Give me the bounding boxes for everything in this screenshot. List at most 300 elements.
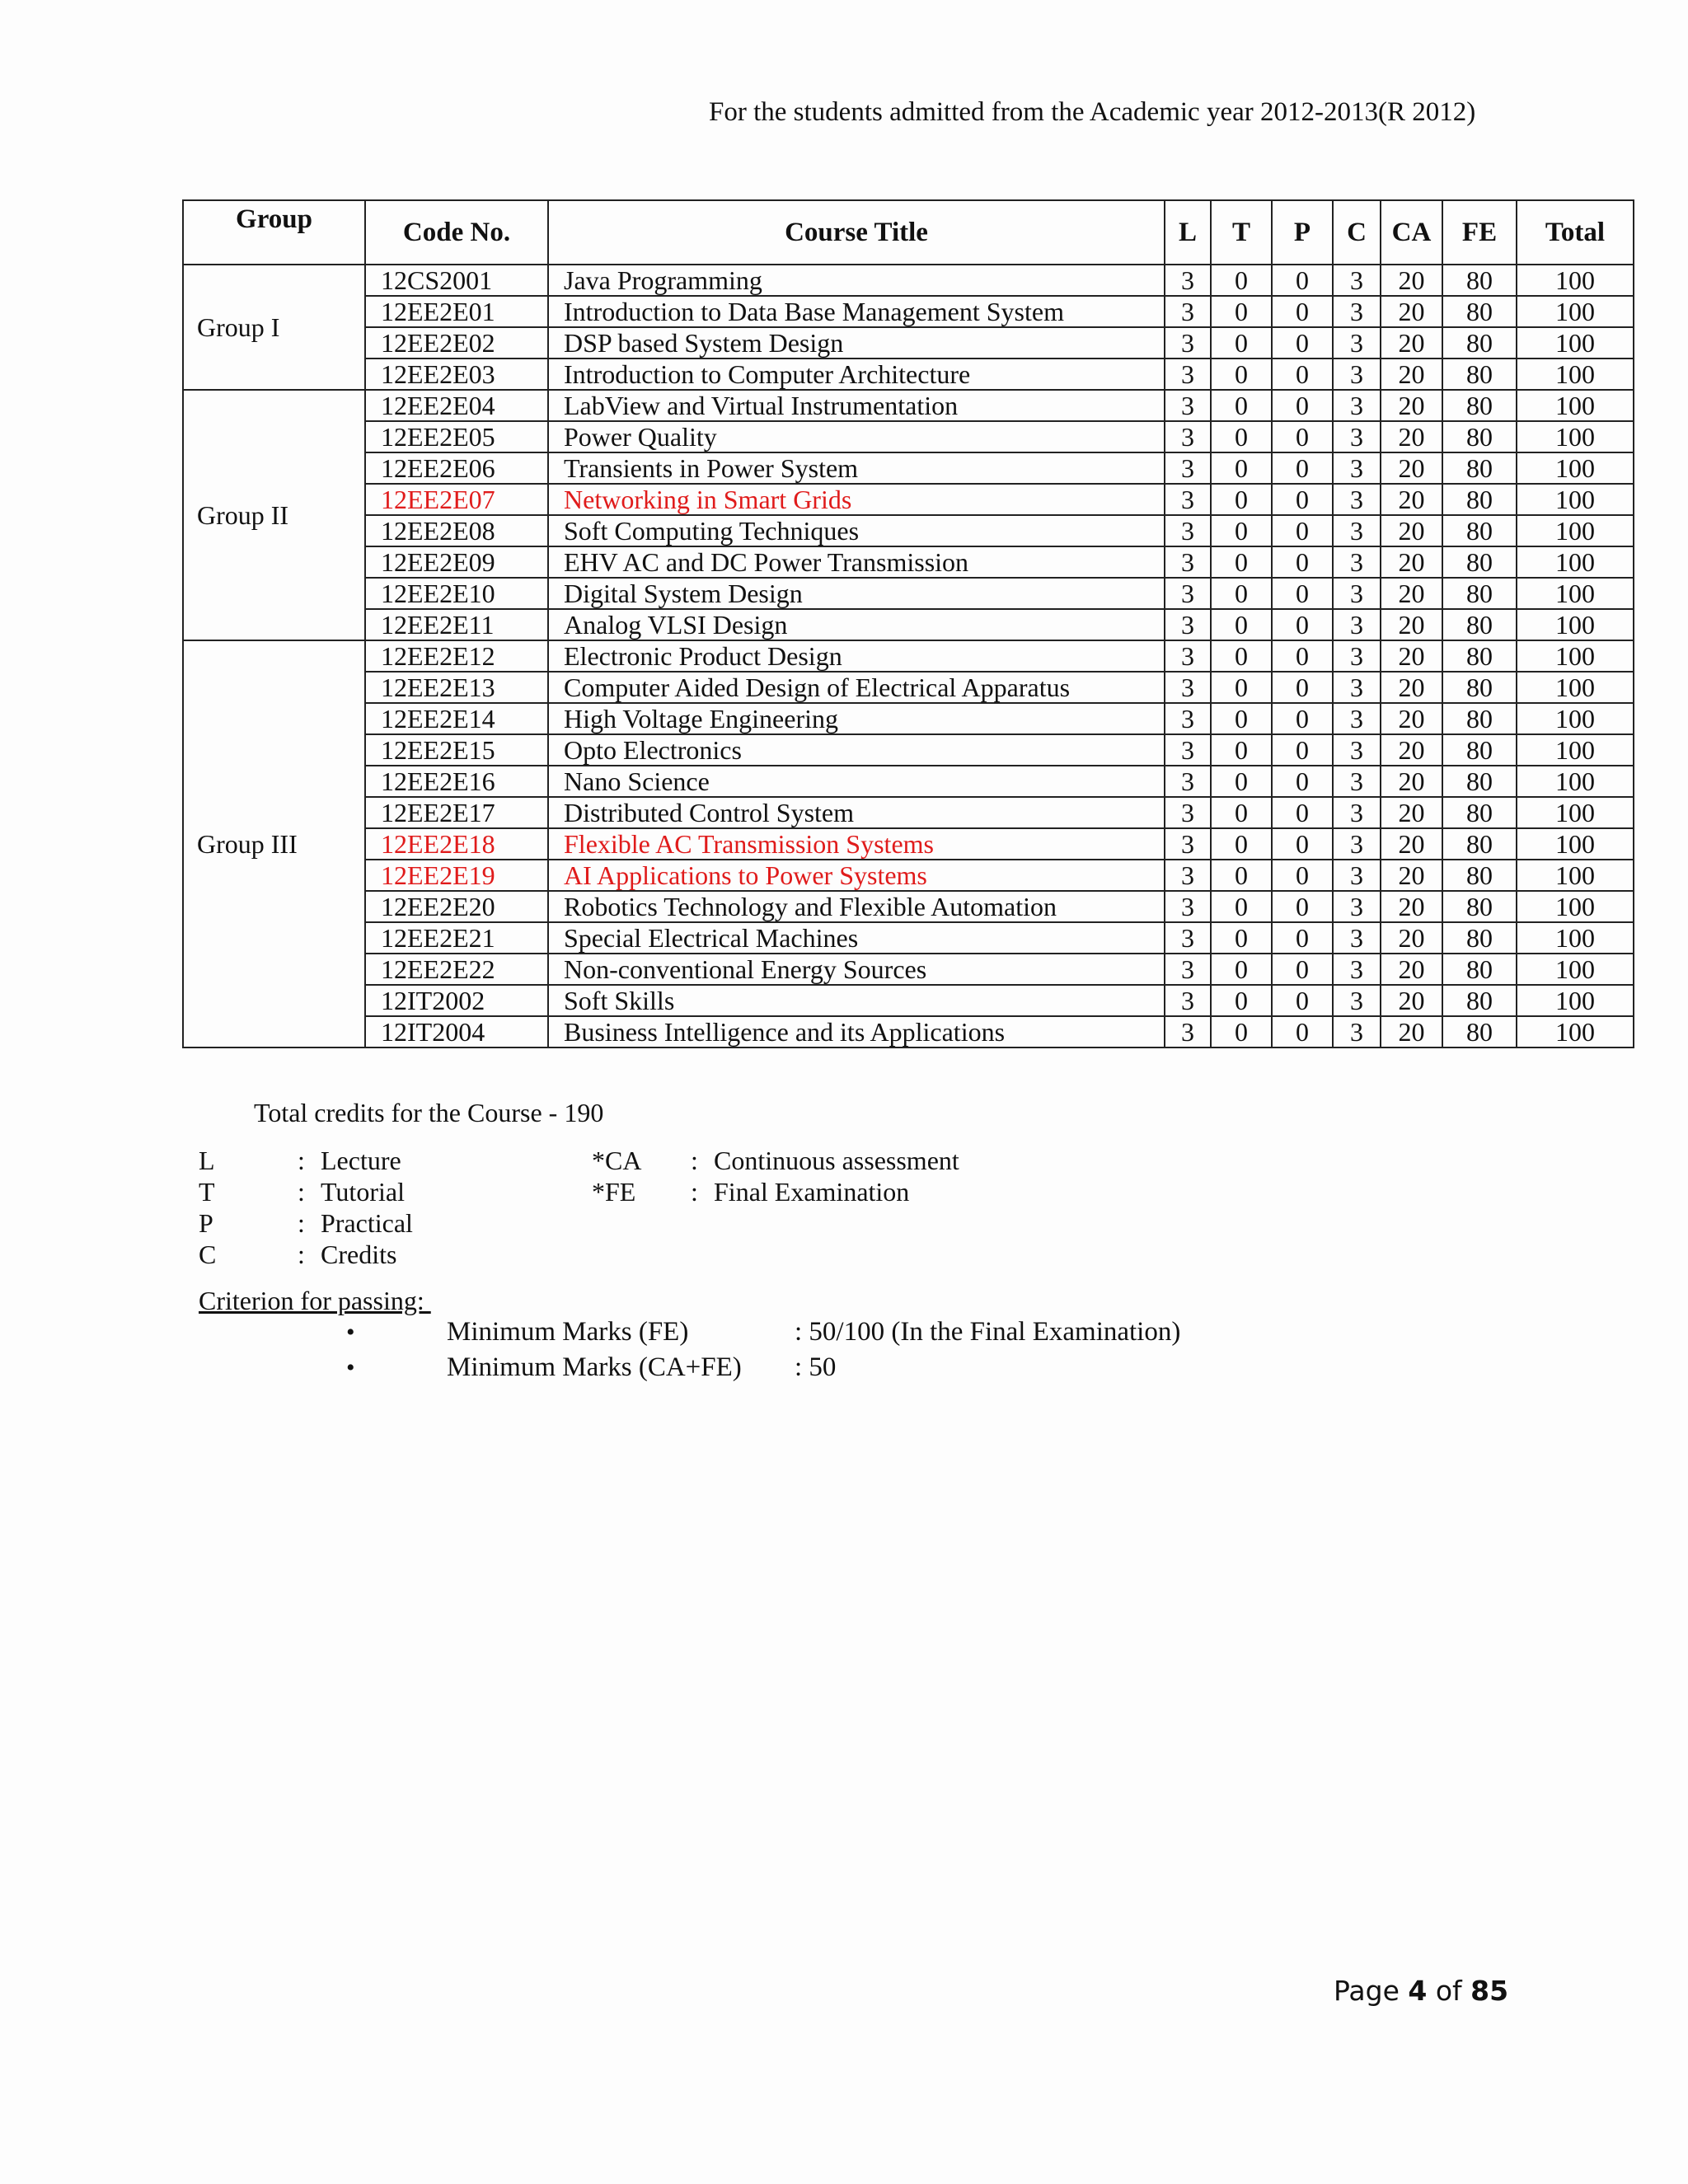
- course-title: Transients in Power System: [548, 452, 1165, 484]
- cell-p: 0: [1272, 578, 1333, 609]
- course-title: AI Applications to Power Systems: [548, 860, 1165, 891]
- course-code: 12EE2E08: [365, 515, 548, 546]
- bullet-icon: •: [346, 1319, 355, 1346]
- cell-l: 3: [1165, 985, 1211, 1016]
- legend-item: [592, 1146, 959, 1176]
- cell-total: 100: [1517, 860, 1634, 891]
- course-code: 12EE2E01: [365, 296, 548, 327]
- cell-ca: 20: [1381, 891, 1442, 922]
- cell-total: 100: [1517, 390, 1634, 421]
- cell-total: 100: [1517, 546, 1634, 578]
- table-row: [183, 265, 1634, 296]
- cell-ca: 20: [1381, 546, 1442, 578]
- cell-p: 0: [1272, 640, 1333, 672]
- cell-t: 0: [1211, 922, 1272, 954]
- group-label: Group II: [183, 390, 365, 640]
- course-title: Nano Science: [548, 766, 1165, 797]
- course-title: Electronic Product Design: [548, 640, 1165, 672]
- total-pages: 85: [1470, 1975, 1509, 2007]
- cell-fe: 80: [1442, 891, 1517, 922]
- column-header: Group: [183, 200, 365, 265]
- cell-p: 0: [1272, 515, 1333, 546]
- table-row: [183, 1016, 1634, 1047]
- cell-c: 3: [1333, 828, 1381, 860]
- course-title: Computer Aided Design of Electrical Apparatus: [548, 672, 1165, 703]
- cell-ca: 20: [1381, 734, 1442, 766]
- column-header: P: [1272, 200, 1333, 265]
- cell-ca: 20: [1381, 515, 1442, 546]
- cell-fe: 80: [1442, 296, 1517, 327]
- cell-l: 3: [1165, 421, 1211, 452]
- course-title: Networking in Smart Grids: [548, 484, 1165, 515]
- cell-p: 0: [1272, 734, 1333, 766]
- column-header: CA: [1381, 200, 1442, 265]
- course-code: 12EE2E14: [365, 703, 548, 734]
- table-row: [183, 734, 1634, 766]
- cell-ca: 20: [1381, 609, 1442, 640]
- cell-c: 3: [1333, 860, 1381, 891]
- cell-t: 0: [1211, 359, 1272, 390]
- cell-l: 3: [1165, 828, 1211, 860]
- cell-c: 3: [1333, 703, 1381, 734]
- course-code: 12EE2E13: [365, 672, 548, 703]
- cell-total: 100: [1517, 734, 1634, 766]
- cell-t: 0: [1211, 734, 1272, 766]
- cell-p: 0: [1272, 359, 1333, 390]
- document-header: For the students admitted from the Academic year 2012-2013(R 2012): [709, 97, 1476, 127]
- cell-c: 3: [1333, 734, 1381, 766]
- cell-t: 0: [1211, 891, 1272, 922]
- course-code: 12EE2E07: [365, 484, 548, 515]
- cell-l: 3: [1165, 546, 1211, 578]
- cell-l: 3: [1165, 327, 1211, 359]
- table-row: [183, 766, 1634, 797]
- course-title: Java Programming: [548, 265, 1165, 296]
- cell-p: 0: [1272, 891, 1333, 922]
- cell-ca: 20: [1381, 860, 1442, 891]
- cell-p: 0: [1272, 327, 1333, 359]
- cell-p: 0: [1272, 452, 1333, 484]
- cell-p: 0: [1272, 265, 1333, 296]
- cell-t: 0: [1211, 860, 1272, 891]
- column-header: Total: [1517, 200, 1634, 265]
- cell-l: 3: [1165, 578, 1211, 609]
- criteria-label: Minimum Marks (CA+FE): [447, 1352, 742, 1382]
- cell-ca: 20: [1381, 797, 1442, 828]
- cell-c: 3: [1333, 296, 1381, 327]
- cell-total: 100: [1517, 985, 1634, 1016]
- cell-l: 3: [1165, 766, 1211, 797]
- course-code: 12EE2E05: [365, 421, 548, 452]
- cell-ca: 20: [1381, 265, 1442, 296]
- cell-total: 100: [1517, 578, 1634, 609]
- cell-l: 3: [1165, 1016, 1211, 1047]
- cell-ca: 20: [1381, 922, 1442, 954]
- course-title: Distributed Control System: [548, 797, 1165, 828]
- cell-c: 3: [1333, 954, 1381, 985]
- cell-ca: 20: [1381, 954, 1442, 985]
- cell-t: 0: [1211, 327, 1272, 359]
- table-row: [183, 452, 1634, 484]
- course-title: Power Quality: [548, 421, 1165, 452]
- table-row: [183, 640, 1634, 672]
- course-code: 12CS2001: [365, 265, 548, 296]
- cell-t: 0: [1211, 390, 1272, 421]
- table-header-row: [183, 200, 1634, 265]
- cell-l: 3: [1165, 484, 1211, 515]
- table-row: [183, 484, 1634, 515]
- cell-total: 100: [1517, 421, 1634, 452]
- course-title: Business Intelligence and its Applications: [548, 1016, 1165, 1047]
- legend-item: [592, 1177, 909, 1207]
- cell-fe: 80: [1442, 452, 1517, 484]
- legend-colon: :: [298, 1240, 305, 1269]
- cell-total: 100: [1517, 828, 1634, 860]
- cell-l: 3: [1165, 954, 1211, 985]
- criteria-item: [346, 1352, 836, 1383]
- column-header: C: [1333, 200, 1381, 265]
- cell-fe: 80: [1442, 546, 1517, 578]
- table-row: [183, 359, 1634, 390]
- table-row: [183, 828, 1634, 860]
- cell-ca: 20: [1381, 766, 1442, 797]
- legend-colon: :: [691, 1146, 698, 1175]
- legend-value: Final Examination: [714, 1177, 910, 1207]
- legend-key: P: [199, 1208, 213, 1238]
- cell-c: 3: [1333, 672, 1381, 703]
- cell-c: 3: [1333, 359, 1381, 390]
- table-row: [183, 954, 1634, 985]
- cell-total: 100: [1517, 609, 1634, 640]
- cell-total: 100: [1517, 922, 1634, 954]
- cell-p: 0: [1272, 1016, 1333, 1047]
- table-row: [183, 421, 1634, 452]
- cell-total: 100: [1517, 1016, 1634, 1047]
- cell-c: 3: [1333, 640, 1381, 672]
- cell-c: 3: [1333, 484, 1381, 515]
- table-row: [183, 985, 1634, 1016]
- cell-fe: 80: [1442, 421, 1517, 452]
- cell-total: 100: [1517, 797, 1634, 828]
- cell-fe: 80: [1442, 954, 1517, 985]
- cell-total: 100: [1517, 891, 1634, 922]
- cell-l: 3: [1165, 640, 1211, 672]
- table-row: [183, 860, 1634, 891]
- cell-l: 3: [1165, 359, 1211, 390]
- cell-l: 3: [1165, 860, 1211, 891]
- cell-p: 0: [1272, 985, 1333, 1016]
- course-title: Flexible AC Transmission Systems: [548, 828, 1165, 860]
- course-code: 12EE2E04: [365, 390, 548, 421]
- cell-c: 3: [1333, 421, 1381, 452]
- cell-c: 3: [1333, 390, 1381, 421]
- course-title: Opto Electronics: [548, 734, 1165, 766]
- cell-c: 3: [1333, 891, 1381, 922]
- cell-ca: 20: [1381, 296, 1442, 327]
- cell-ca: 20: [1381, 390, 1442, 421]
- cell-c: 3: [1333, 515, 1381, 546]
- cell-total: 100: [1517, 327, 1634, 359]
- course-title: Soft Skills: [548, 985, 1165, 1016]
- cell-p: 0: [1272, 922, 1333, 954]
- cell-l: 3: [1165, 703, 1211, 734]
- bullet-icon: •: [346, 1354, 355, 1381]
- column-header: Course Title: [548, 200, 1165, 265]
- course-code: 12EE2E03: [365, 359, 548, 390]
- course-code: 12EE2E16: [365, 766, 548, 797]
- cell-ca: 20: [1381, 672, 1442, 703]
- cell-p: 0: [1272, 421, 1333, 452]
- legend-value: Continuous assessment: [714, 1146, 959, 1175]
- cell-t: 0: [1211, 578, 1272, 609]
- course-code: 12EE2E06: [365, 452, 548, 484]
- table-row: [183, 578, 1634, 609]
- cell-t: 0: [1211, 296, 1272, 327]
- footer-middle: of: [1427, 1975, 1471, 2007]
- cell-fe: 80: [1442, 327, 1517, 359]
- course-title: EHV AC and DC Power Transmission: [548, 546, 1165, 578]
- cell-fe: 80: [1442, 734, 1517, 766]
- cell-t: 0: [1211, 828, 1272, 860]
- course-title: Soft Computing Techniques: [548, 515, 1165, 546]
- course-code: 12EE2E20: [365, 891, 548, 922]
- cell-fe: 80: [1442, 766, 1517, 797]
- cell-fe: 80: [1442, 265, 1517, 296]
- cell-t: 0: [1211, 797, 1272, 828]
- cell-l: 3: [1165, 609, 1211, 640]
- course-code: 12EE2E09: [365, 546, 548, 578]
- cell-c: 3: [1333, 327, 1381, 359]
- cell-ca: 20: [1381, 985, 1442, 1016]
- legend-item: [199, 1146, 401, 1176]
- cell-total: 100: [1517, 515, 1634, 546]
- table-row: [183, 390, 1634, 421]
- course-title: DSP based System Design: [548, 327, 1165, 359]
- cell-l: 3: [1165, 390, 1211, 421]
- cell-t: 0: [1211, 954, 1272, 985]
- cell-fe: 80: [1442, 609, 1517, 640]
- cell-p: 0: [1272, 672, 1333, 703]
- cell-p: 0: [1272, 797, 1333, 828]
- cell-fe: 80: [1442, 484, 1517, 515]
- legend-value: Lecture: [321, 1146, 401, 1175]
- legend-value: Tutorial: [321, 1177, 405, 1207]
- cell-fe: 80: [1442, 828, 1517, 860]
- cell-l: 3: [1165, 891, 1211, 922]
- legend-key: *CA: [592, 1146, 642, 1175]
- current-page-number: 4: [1408, 1975, 1428, 2007]
- cell-p: 0: [1272, 296, 1333, 327]
- cell-t: 0: [1211, 672, 1272, 703]
- cell-ca: 20: [1381, 327, 1442, 359]
- cell-fe: 80: [1442, 703, 1517, 734]
- course-code: 12EE2E17: [365, 797, 548, 828]
- cell-p: 0: [1272, 954, 1333, 985]
- course-code: 12IT2002: [365, 985, 548, 1016]
- cell-t: 0: [1211, 421, 1272, 452]
- cell-ca: 20: [1381, 828, 1442, 860]
- cell-fe: 80: [1442, 922, 1517, 954]
- cell-c: 3: [1333, 922, 1381, 954]
- course-code: 12EE2E12: [365, 640, 548, 672]
- cell-t: 0: [1211, 484, 1272, 515]
- cell-total: 100: [1517, 296, 1634, 327]
- cell-fe: 80: [1442, 515, 1517, 546]
- table-row: [183, 891, 1634, 922]
- cell-l: 3: [1165, 265, 1211, 296]
- cell-t: 0: [1211, 515, 1272, 546]
- cell-ca: 20: [1381, 578, 1442, 609]
- cell-ca: 20: [1381, 359, 1442, 390]
- table-row: [183, 546, 1634, 578]
- course-code: 12EE2E19: [365, 860, 548, 891]
- cell-fe: 80: [1442, 640, 1517, 672]
- cell-l: 3: [1165, 797, 1211, 828]
- course-code: 12EE2E11: [365, 609, 548, 640]
- page-footer: [1334, 1975, 1508, 2007]
- legend-item: [199, 1240, 396, 1270]
- legend-colon: :: [298, 1208, 305, 1238]
- table-body: [183, 265, 1634, 1047]
- cell-total: 100: [1517, 359, 1634, 390]
- cell-c: 3: [1333, 797, 1381, 828]
- cell-l: 3: [1165, 452, 1211, 484]
- cell-ca: 20: [1381, 640, 1442, 672]
- course-title: Special Electrical Machines: [548, 922, 1165, 954]
- cell-total: 100: [1517, 484, 1634, 515]
- cell-p: 0: [1272, 766, 1333, 797]
- criteria-item: [346, 1317, 1180, 1347]
- cell-p: 0: [1272, 860, 1333, 891]
- cell-fe: 80: [1442, 672, 1517, 703]
- cell-c: 3: [1333, 1016, 1381, 1047]
- cell-c: 3: [1333, 546, 1381, 578]
- cell-total: 100: [1517, 265, 1634, 296]
- cell-fe: 80: [1442, 985, 1517, 1016]
- cell-total: 100: [1517, 640, 1634, 672]
- column-header: L: [1165, 200, 1211, 265]
- table-row: [183, 797, 1634, 828]
- group-label: Group III: [183, 640, 365, 1047]
- legend-key: T: [199, 1177, 215, 1207]
- cell-fe: 80: [1442, 1016, 1517, 1047]
- legend-colon: :: [298, 1177, 305, 1207]
- cell-c: 3: [1333, 578, 1381, 609]
- cell-l: 3: [1165, 515, 1211, 546]
- course-title: High Voltage Engineering: [548, 703, 1165, 734]
- legend-value: Credits: [321, 1240, 397, 1269]
- cell-total: 100: [1517, 703, 1634, 734]
- cell-p: 0: [1272, 546, 1333, 578]
- cell-total: 100: [1517, 954, 1634, 985]
- legend-key: *FE: [592, 1177, 636, 1207]
- legend-item: [199, 1208, 413, 1239]
- cell-c: 3: [1333, 609, 1381, 640]
- cell-ca: 20: [1381, 1016, 1442, 1047]
- table-row: [183, 296, 1634, 327]
- legend-key: C: [199, 1240, 217, 1269]
- course-title: Introduction to Computer Architecture: [548, 359, 1165, 390]
- cell-c: 3: [1333, 452, 1381, 484]
- legend-colon: :: [691, 1177, 698, 1207]
- cell-p: 0: [1272, 828, 1333, 860]
- criterion-heading: Criterion for passing:: [199, 1286, 431, 1315]
- cell-ca: 20: [1381, 703, 1442, 734]
- criteria-value: : 50/100 (In the Final Examination): [795, 1317, 1181, 1347]
- cell-c: 3: [1333, 265, 1381, 296]
- course-title: Digital System Design: [548, 578, 1165, 609]
- cell-l: 3: [1165, 922, 1211, 954]
- legend-item: [199, 1177, 405, 1207]
- cell-fe: 80: [1442, 359, 1517, 390]
- course-code: 12EE2E22: [365, 954, 548, 985]
- cell-l: 3: [1165, 734, 1211, 766]
- cell-total: 100: [1517, 452, 1634, 484]
- table-row: [183, 327, 1634, 359]
- course-title: Robotics Technology and Flexible Automation: [548, 891, 1165, 922]
- cell-t: 0: [1211, 609, 1272, 640]
- cell-t: 0: [1211, 452, 1272, 484]
- course-code: 12IT2004: [365, 1016, 548, 1047]
- cell-t: 0: [1211, 546, 1272, 578]
- cell-t: 0: [1211, 766, 1272, 797]
- cell-fe: 80: [1442, 860, 1517, 891]
- cell-p: 0: [1272, 703, 1333, 734]
- group-label: Group I: [183, 265, 365, 390]
- footer-prefix: Page: [1334, 1975, 1409, 2007]
- table-row: [183, 672, 1634, 703]
- cell-t: 0: [1211, 985, 1272, 1016]
- cell-fe: 80: [1442, 578, 1517, 609]
- course-code: 12EE2E18: [365, 828, 548, 860]
- cell-p: 0: [1272, 390, 1333, 421]
- cell-total: 100: [1517, 766, 1634, 797]
- cell-fe: 80: [1442, 797, 1517, 828]
- course-title: Non-conventional Energy Sources: [548, 954, 1165, 985]
- course-table: [182, 199, 1634, 1048]
- cell-total: 100: [1517, 672, 1634, 703]
- column-header: T: [1211, 200, 1272, 265]
- criteria-label: Minimum Marks (FE): [447, 1317, 689, 1347]
- column-header: FE: [1442, 200, 1517, 265]
- total-credits: Total credits for the Course - 190: [254, 1098, 604, 1127]
- column-header: Code No.: [365, 200, 548, 265]
- cell-t: 0: [1211, 703, 1272, 734]
- cell-l: 3: [1165, 672, 1211, 703]
- legend-colon: :: [298, 1146, 305, 1175]
- course-title: Introduction to Data Base Management System: [548, 296, 1165, 327]
- cell-p: 0: [1272, 609, 1333, 640]
- legend-value: Practical: [321, 1208, 413, 1238]
- legend-key: L: [199, 1146, 215, 1175]
- cell-ca: 20: [1381, 421, 1442, 452]
- cell-c: 3: [1333, 766, 1381, 797]
- course-code: 12EE2E10: [365, 578, 548, 609]
- course-title: Analog VLSI Design: [548, 609, 1165, 640]
- table-row: [183, 515, 1634, 546]
- cell-t: 0: [1211, 265, 1272, 296]
- cell-t: 0: [1211, 1016, 1272, 1047]
- course-code: 12EE2E21: [365, 922, 548, 954]
- course-title: LabView and Virtual Instrumentation: [548, 390, 1165, 421]
- table-row: [183, 922, 1634, 954]
- table-row: [183, 609, 1634, 640]
- cell-p: 0: [1272, 484, 1333, 515]
- course-code: 12EE2E02: [365, 327, 548, 359]
- table-row: [183, 703, 1634, 734]
- course-code: 12EE2E15: [365, 734, 548, 766]
- cell-l: 3: [1165, 296, 1211, 327]
